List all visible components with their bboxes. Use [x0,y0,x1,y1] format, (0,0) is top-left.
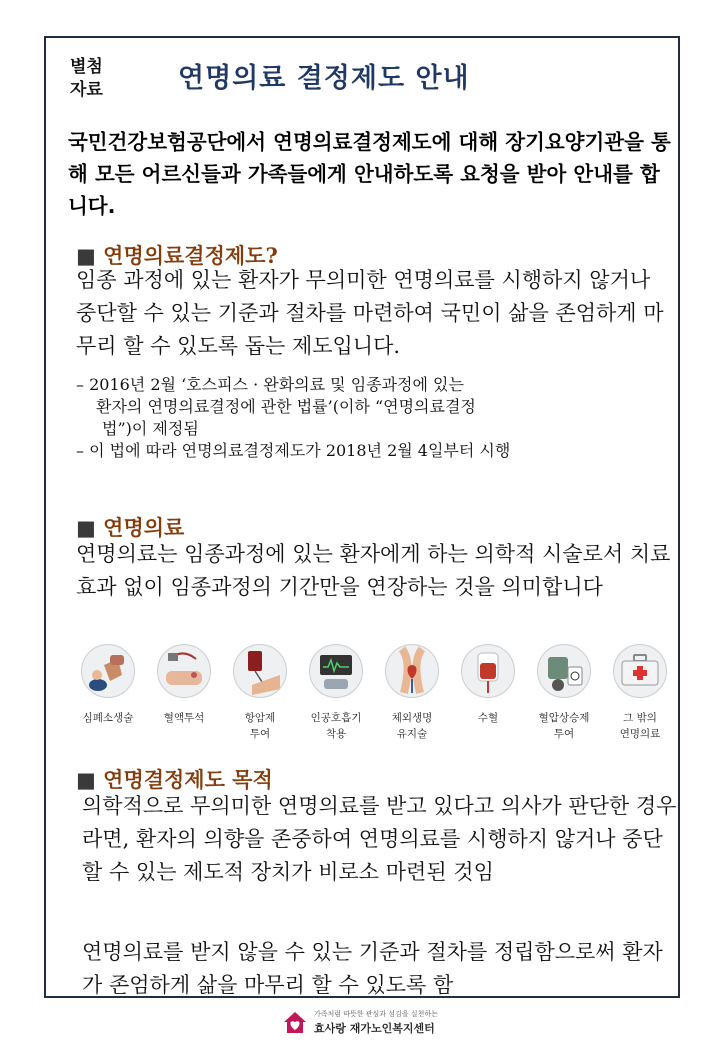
treatment-item [374,644,450,742]
treatment-item [146,644,222,726]
ecls-icon [385,644,439,698]
section-body-system: 임종 과정에 있는 환자가 무의미한 연명의료를 시행하지 않거나 중단할 수 있는 기준과 절차를 마련하여 국민이 삶을 존엄하게 마무리 할 수 있도록 돕는 제도입니다. [76,268,664,358]
section-heading-text: 연명의료 [103,515,185,540]
cpr-icon [81,644,135,698]
treatment-icon-row [70,644,676,744]
page-title: 연명의료 결정제도 안내 [178,63,470,94]
treatment-label: 인공호흡기 착용 [310,712,362,740]
section-heading-text: 연명의료결정제도? [103,243,278,268]
treatment-item [70,644,146,726]
treatment-label: 심폐소생술 [82,712,134,724]
note-line: 법”)이 제정됨 [102,419,199,438]
treatment-label: 그 밖의 연명의료 [619,712,661,740]
dialysis-icon [157,644,211,698]
treatment-item [526,644,602,742]
ventilator-icon [309,644,363,698]
treatment-label: 혈압상승제 투여 [538,712,590,740]
square-bullet-icon: ■ [76,244,96,268]
treatment-item [222,644,298,742]
first-aid-kit-icon [613,644,667,698]
footer-slogan: 가족처럼 따뜻한 관심과 섬김을 실천하는 [314,1010,438,1018]
footer-org-name: 효사랑 재가노인복지센터 [314,1022,435,1035]
vasopressor-icon [537,644,591,698]
note-line: – 이 법에 따라 연명의료결정제도가 2018년 2월 4일부터 시행 [76,441,511,460]
square-bullet-icon: ■ [76,768,96,792]
intro-paragraph: 국민건강보험공단에서 연명의료결정제도에 대해 장기요양기관을 통해 모든 어르신들과 가족들에게 안내하도록 요청을 받아 안내를 합니다. [68,130,671,218]
treatment-item [298,644,374,742]
section-heading-text: 연명결정제도 목적 [103,767,273,792]
attachment-tag: 별첨 자료 [70,57,103,100]
section-body-treatment: 연명의료는 임종과정에 있는 환자에게 하는 의학적 시술로서 치료효과 없이 임종과정의 기간만을 연장하는 것을 의미합니다 [76,542,671,599]
note-line: – 2016년 2월 ‘호스피스 · 완화의료 및 임종과정에 있는 [76,375,464,394]
treatment-label: 혈액투석 [163,712,205,724]
chemotherapy-icon [233,644,287,698]
treatment-item [602,644,678,742]
law-notes [76,374,676,462]
blood-transfusion-icon [461,644,515,698]
treatment-label: 수혈 [477,712,499,724]
note-line: 환자의 연명의료결정에 관한 법률’(이하 “연명의료결정 [96,397,476,416]
section-body-purpose-2: 연명의료를 받지 않을 수 있는 기준과 절차를 정립함으로써 환자가 존엄하게 삶을 마무리 할 수 있도록 함 [82,940,663,997]
treatment-label: 체외생명 유지술 [391,712,433,740]
treatment-label: 항암제 투여 [244,712,276,740]
treatment-item [450,644,526,726]
center-logo-icon [282,1010,308,1036]
section-body-purpose: 의학적으로 무의미한 연명의료를 받고 있다고 의사가 판단한 경우라면, 환자의 의향을 존중하여 연명의료를 시행하지 않거나 중단할 수 있는 제도적 장치가 비로소 마련된 것임 [82,794,677,884]
square-bullet-icon: ■ [76,516,96,540]
